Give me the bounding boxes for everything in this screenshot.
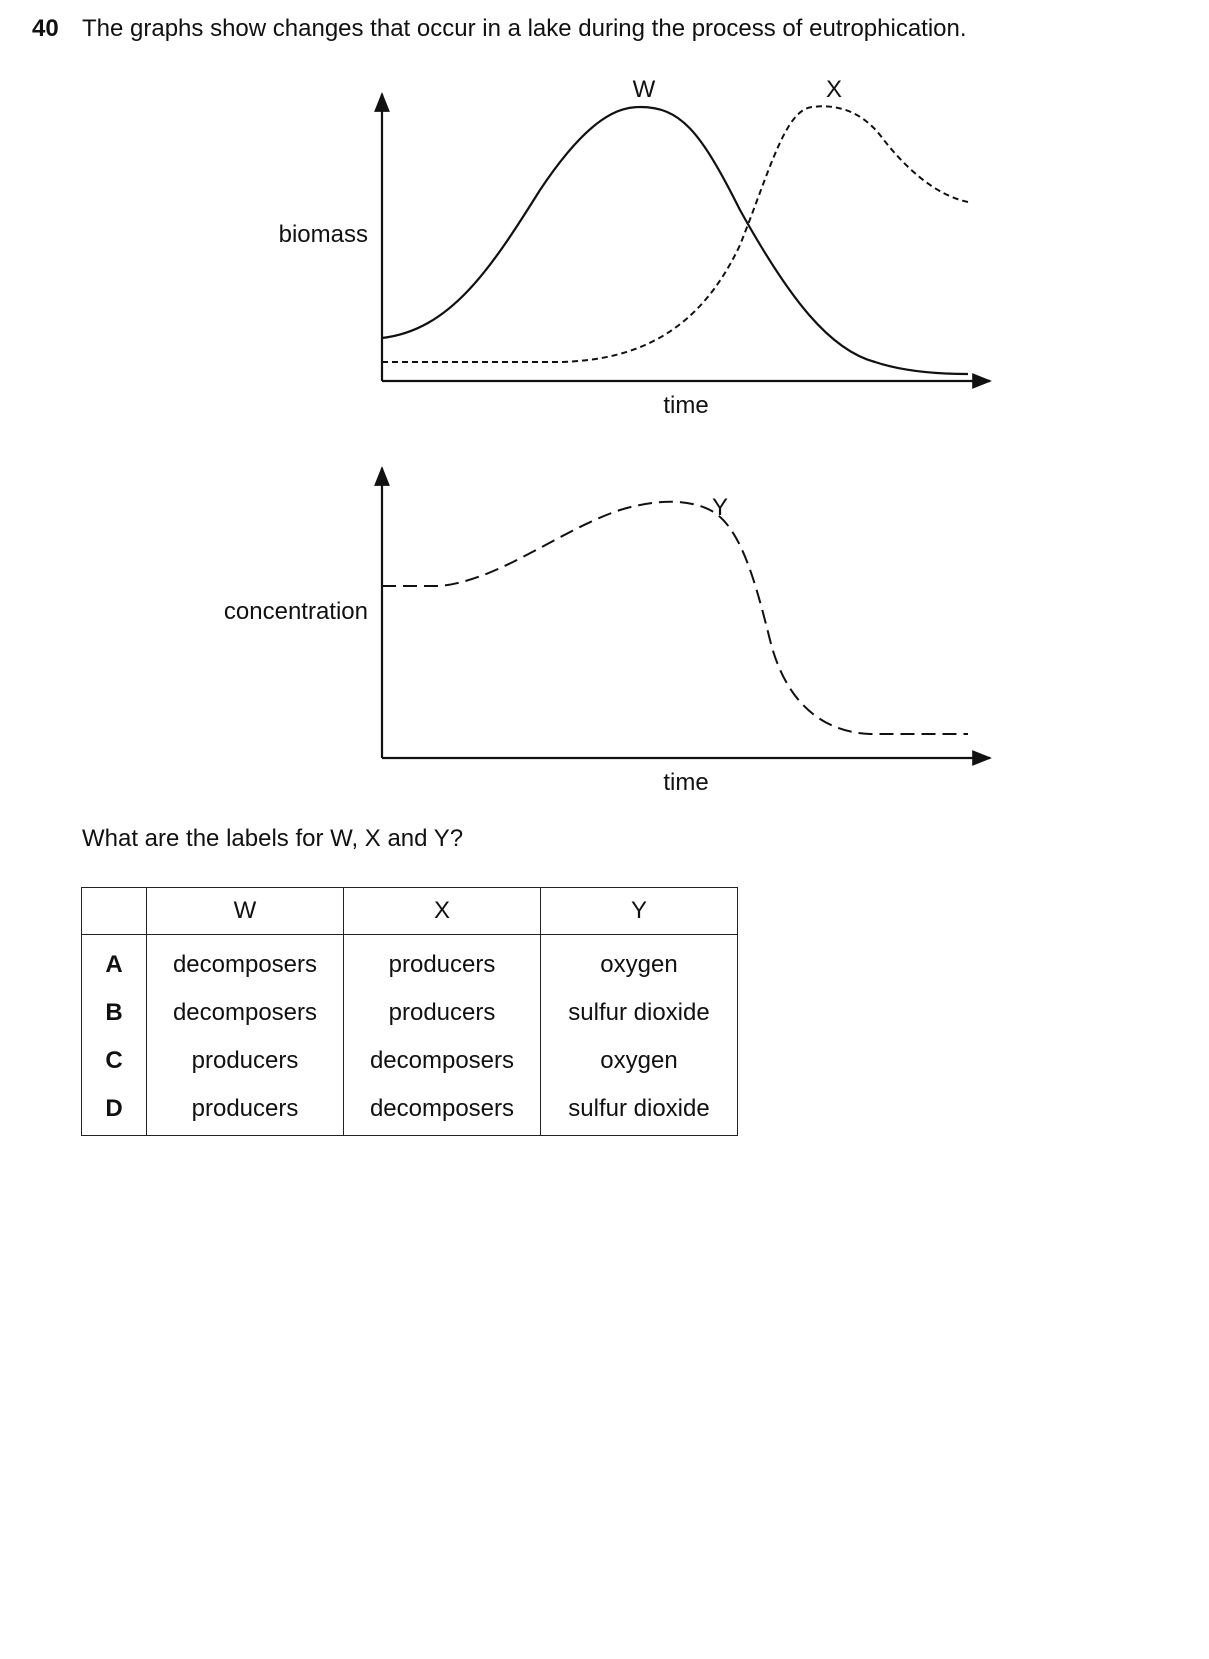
question-number: 40 [32, 15, 59, 42]
table-row [82, 935, 738, 990]
header-y: Y [541, 888, 738, 935]
curve-y [382, 502, 968, 734]
option-x: decomposers [344, 1085, 541, 1136]
biomass-x-label: time [663, 392, 709, 419]
option-y: oxygen [541, 935, 738, 990]
answer-table [81, 887, 738, 1136]
header-w: W [147, 888, 344, 935]
header-blank [82, 888, 147, 935]
table-row [82, 1085, 738, 1136]
option-w: decomposers [147, 989, 344, 1037]
question-text: The graphs show changes that occur in a lake during the process of eutrophication. [82, 15, 967, 42]
concentration-x-label: time [663, 769, 709, 796]
biomass-y-label: biomass [278, 221, 368, 248]
table-header-row [82, 888, 738, 935]
label-x: X [825, 76, 843, 103]
option-y: sulfur dioxide [541, 1085, 738, 1136]
table-row [82, 989, 738, 1037]
option-letter: A [82, 935, 147, 990]
header-x: X [344, 888, 541, 935]
question-prompt: What are the labels for W, X and Y? [82, 825, 464, 852]
option-x: producers [344, 989, 541, 1037]
concentration-y-label: concentration [223, 598, 368, 625]
concentration-graph [0, 0, 1209, 820]
label-w: W [632, 76, 656, 103]
option-letter: C [82, 1037, 147, 1085]
option-letter: B [82, 989, 147, 1037]
option-y: oxygen [541, 1037, 738, 1085]
option-y: sulfur dioxide [541, 989, 738, 1037]
option-w: producers [147, 1037, 344, 1085]
table-row [82, 1037, 738, 1085]
label-y: Y [711, 494, 729, 521]
option-w: decomposers [147, 935, 344, 990]
option-x: producers [344, 935, 541, 990]
option-letter: D [82, 1085, 147, 1136]
option-x: decomposers [344, 1037, 541, 1085]
option-w: producers [147, 1085, 344, 1136]
